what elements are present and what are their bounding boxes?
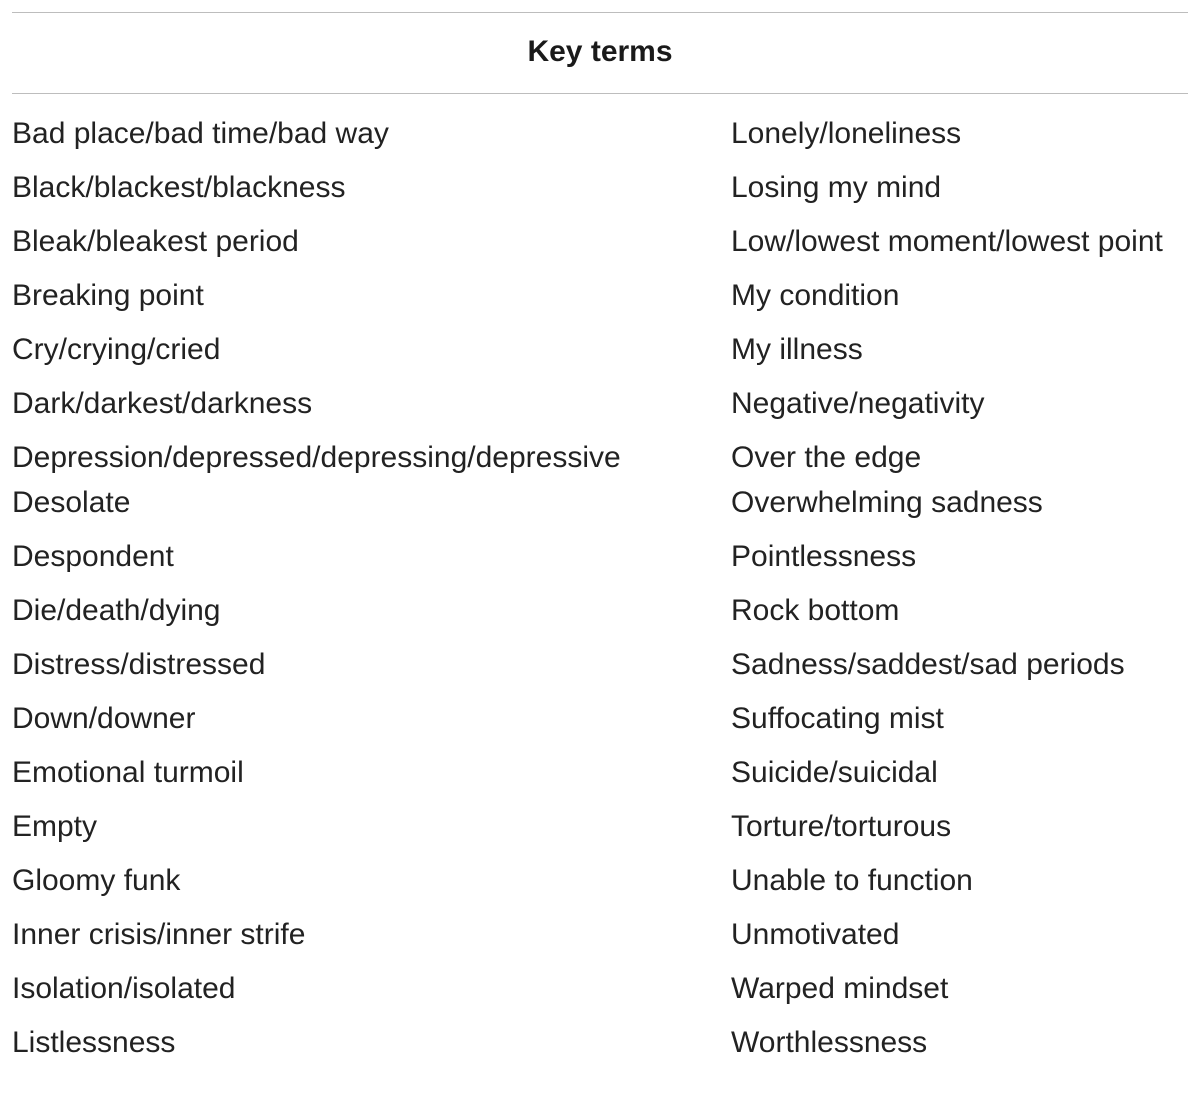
table-row: [12, 966, 1188, 1020]
term-left: Breaking point: [12, 279, 204, 312]
table-row: [12, 1020, 1188, 1065]
table-row: [12, 534, 1188, 588]
term-right: Unmotivated: [731, 918, 900, 951]
term-left: Bleak/bleakest period: [12, 225, 299, 258]
term-left: Bad place/bad time/bad way: [12, 117, 389, 150]
table-body: [12, 111, 1188, 1065]
table-row: [12, 750, 1188, 804]
term-right: Suicide/suicidal: [731, 756, 938, 789]
term-right: Worthlessness: [731, 1026, 928, 1059]
term-left: Despondent: [12, 540, 174, 573]
term-right: Rock bottom: [731, 594, 900, 627]
term-left: Desolate: [12, 486, 131, 519]
table-row: [12, 696, 1188, 750]
term-right: Lonely/loneliness: [731, 117, 962, 150]
term-right: Negative/negativity: [731, 387, 985, 420]
term-left: Depression/depressed/depressing/depressive: [12, 441, 621, 474]
term-right: Overwhelming sadness: [731, 486, 1043, 519]
table-row: [12, 858, 1188, 912]
table-row: [12, 588, 1188, 642]
term-left: Die/death/dying: [12, 594, 221, 627]
term-right: Pointlessness: [731, 540, 917, 573]
term-left: Inner crisis/inner strife: [12, 918, 306, 951]
term-left: Black/blackest/blackness: [12, 171, 346, 204]
term-right: Warped mindset: [731, 972, 949, 1005]
table-row: [12, 219, 1188, 273]
term-right: Torture/torturous: [731, 810, 952, 843]
term-left: Cry/crying/cried: [12, 333, 221, 366]
header-rule: [12, 93, 1188, 94]
term-left: Distress/distressed: [12, 648, 266, 681]
term-right: Losing my mind: [731, 171, 942, 204]
table-row: [12, 273, 1188, 327]
table-row: [12, 435, 1188, 480]
table-title: Key terms: [527, 35, 673, 68]
term-right: Unable to function: [731, 864, 973, 897]
term-left: Down/downer: [12, 702, 196, 735]
table-row: [12, 111, 1188, 165]
term-left: Emotional turmoil: [12, 756, 244, 789]
term-right: Low/lowest moment/lowest point: [731, 225, 1163, 258]
term-left: Listlessness: [12, 1026, 176, 1059]
term-right: Suffocating mist: [731, 702, 944, 735]
term-left: Gloomy funk: [12, 864, 181, 897]
table-row: [12, 912, 1188, 966]
table-row: [12, 480, 1188, 534]
term-right: Sadness/saddest/sad periods: [731, 648, 1125, 681]
table-row: [12, 327, 1188, 381]
term-right: My condition: [731, 279, 900, 312]
table-row: [12, 804, 1188, 858]
table-row: [12, 642, 1188, 696]
table-row: [12, 165, 1188, 219]
term-right: Over the edge: [731, 441, 922, 474]
term-left: Isolation/isolated: [12, 972, 236, 1005]
term-right: My illness: [731, 333, 863, 366]
top-rule: [12, 12, 1188, 13]
table-row: [12, 381, 1188, 435]
term-left: Empty: [12, 810, 98, 843]
term-left: Dark/darkest/darkness: [12, 387, 313, 420]
